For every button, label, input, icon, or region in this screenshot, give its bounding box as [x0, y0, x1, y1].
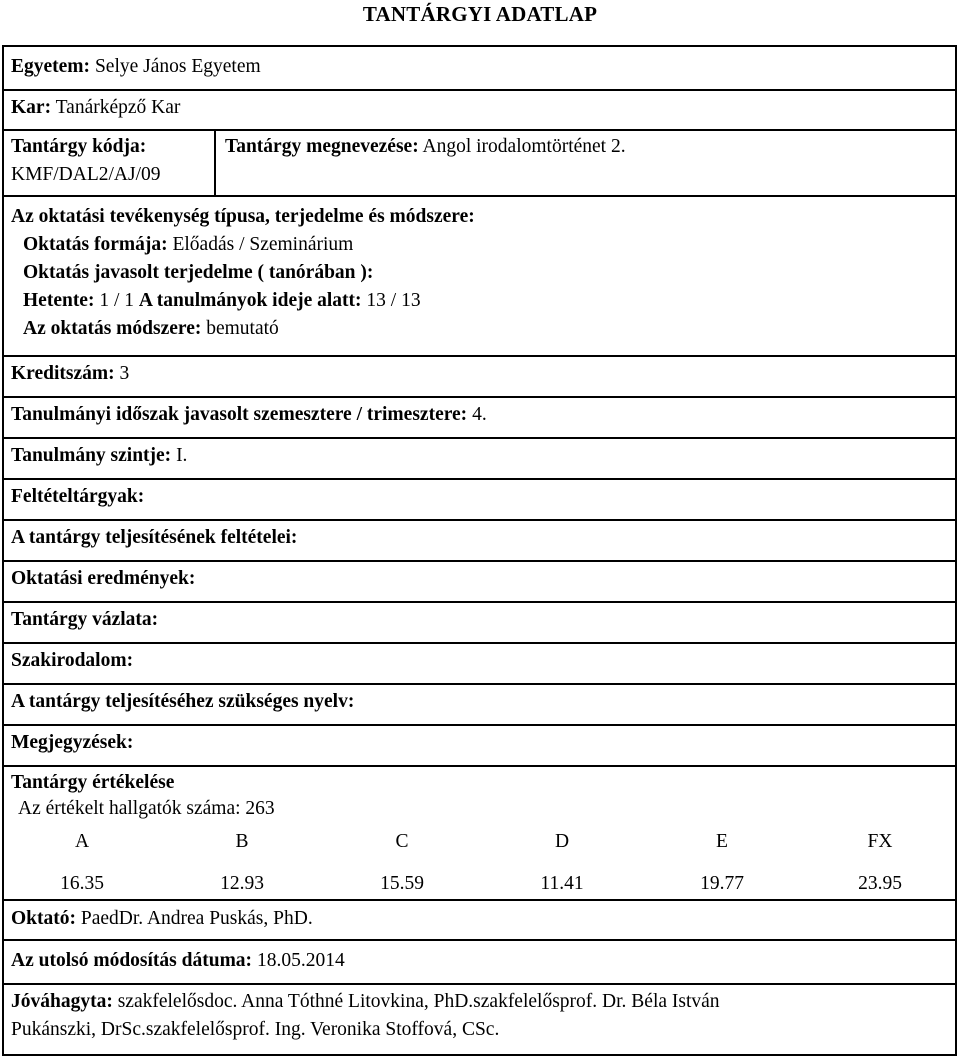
teaching-heading: Az oktatási tevékenység típusa, terjedelme és módszere:: [11, 206, 475, 227]
course-code-value: KMF/DAL2/AJ/09: [11, 164, 161, 185]
faculty-value: Tanárképző Kar: [55, 97, 181, 118]
evaluation-row: [4, 767, 955, 901]
page-title: TANTÁRGYI ADATLAP: [362, 2, 598, 26]
semester-value: 4.: [472, 404, 487, 425]
course-name-label: Tantárgy megnevezése:: [225, 136, 419, 157]
completion-label: A tantárgy teljesítésének feltételei:: [11, 527, 298, 548]
level-label: Tanulmány szintje:: [11, 445, 172, 466]
approved-line2: Pukánszki, DrSc.szakfelelősprof. Ing. Veronika Stoffová, CSc.: [11, 1019, 500, 1040]
course-code-label: Tantárgy kódja:: [11, 136, 147, 157]
notes-row: [4, 726, 955, 767]
lecturer-row: [4, 901, 955, 941]
approved-row: [4, 985, 955, 1054]
university-value: Selye János Egyetem: [94, 56, 261, 77]
course-name-value: Angol irodalomtörténet 2.: [422, 136, 626, 157]
outcomes-label: Oktatási eredmények:: [11, 568, 196, 589]
last-modified-value: 18.05.2014: [256, 950, 345, 971]
semester-label: Tanulmányi időszak javasolt szemesztere / trimesztere:: [11, 404, 468, 425]
approved-line1: szakfelelősdoc. Anna Tóthné Litovkina, PhD.szakfelelősprof. Dr. Béla István: [117, 991, 720, 1012]
grade-label-c: C: [395, 831, 409, 852]
grade-percent-b: 12.93: [220, 873, 264, 894]
period-label: A tanulmányok ideje alatt:: [138, 290, 362, 311]
completion-row: [4, 521, 955, 562]
level-value: I.: [176, 445, 188, 466]
course-row-divider: [214, 131, 216, 195]
evaluation-label: Tantárgy értékelése: [11, 772, 175, 793]
level-row: [4, 439, 955, 480]
grade-label-a: A: [74, 831, 90, 852]
grade-label-d: D: [554, 831, 570, 852]
faculty-row: [4, 91, 955, 131]
notes-label: Megjegyzések:: [11, 732, 134, 753]
prerequisites-label: Feltételtárgyak:: [11, 486, 145, 507]
grade-percent-e: 19.77: [700, 873, 744, 894]
university-row: [4, 47, 955, 91]
grade-label-fx: FX: [867, 831, 893, 852]
credits-value: 3: [119, 363, 130, 384]
teaching-extent-label: Oktatás javasolt terjedelme ( tanórában ):: [23, 262, 374, 283]
outline-label: Tantárgy vázlata:: [11, 609, 159, 630]
grade-percent-a: 16.35: [60, 873, 104, 894]
outline-row: [4, 603, 955, 644]
weekly-value: 1 / 1: [99, 290, 135, 311]
teaching-row: [4, 197, 955, 357]
period-value: 13 / 13: [366, 290, 421, 311]
credits-row: [4, 357, 955, 398]
course-sheet-table: [2, 45, 957, 1056]
course-row: [4, 131, 955, 197]
last-modified-label: Az utolsó módosítás dátuma:: [11, 950, 253, 971]
grade-percent-c: 15.59: [380, 873, 424, 894]
language-label: A tantárgy teljesítéséhez szükséges nyelv:: [11, 691, 355, 712]
teaching-form-label: Oktatás formája:: [23, 234, 168, 255]
university-label: Egyetem:: [11, 56, 91, 77]
approved-label: Jóváhagyta:: [11, 991, 113, 1012]
lecturer-value: PaedDr. Andrea Puskás, PhD.: [80, 908, 313, 929]
credits-label: Kreditszám:: [11, 363, 115, 384]
semester-row: [4, 398, 955, 439]
weekly-label: Hetente:: [23, 290, 95, 311]
prerequisites-row: [4, 480, 955, 521]
literature-label: Szakirodalom:: [11, 650, 134, 671]
grade-label-e: E: [716, 831, 728, 852]
method-value: bemutató: [206, 318, 279, 339]
students-count: Az értékelt hallgatók száma: 263: [18, 798, 275, 819]
literature-row: [4, 644, 955, 685]
grade-percent-fx: 23.95: [858, 873, 902, 894]
method-label: Az oktatás módszere:: [23, 318, 202, 339]
last-modified-row: [4, 941, 955, 985]
teaching-form-value: Előadás / Szeminárium: [172, 234, 354, 255]
grade-percent-d: 11.41: [540, 873, 584, 894]
outcomes-row: [4, 562, 955, 603]
grade-label-b: B: [235, 831, 249, 852]
language-row: [4, 685, 955, 726]
faculty-label: Kar:: [11, 97, 52, 118]
lecturer-label: Oktató:: [11, 908, 76, 929]
